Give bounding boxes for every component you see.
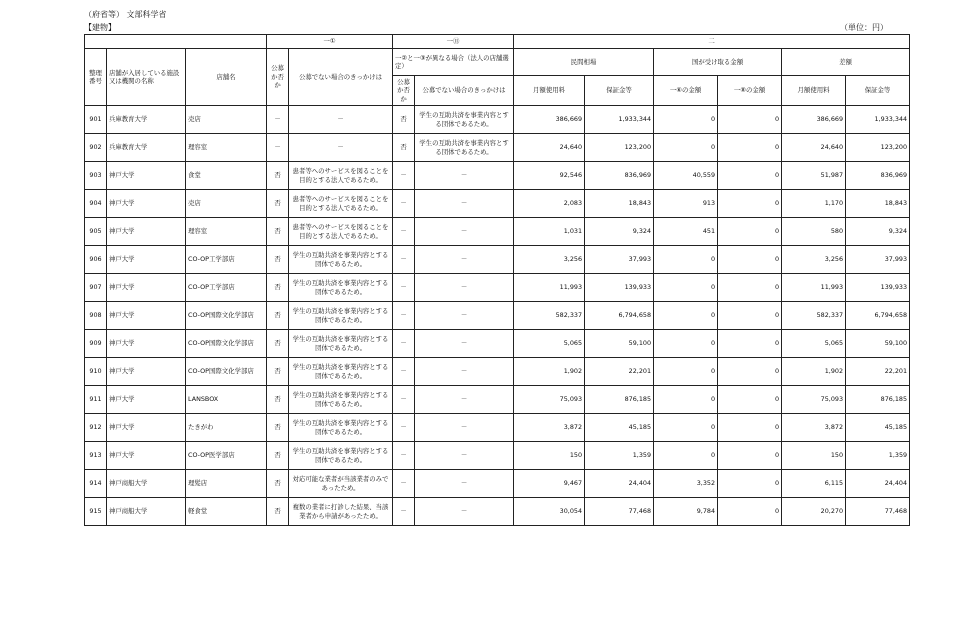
header-public: 公募か否か	[267, 49, 289, 106]
header-diff-deposit: 保証金等	[846, 76, 910, 106]
cell-reason2: －	[415, 190, 514, 218]
cell-no: 905	[85, 218, 107, 246]
ministry-label: （府省等） 文部科学省	[84, 10, 167, 19]
cell-no: 908	[85, 302, 107, 330]
cell-diff-monthly: 75,093	[782, 386, 846, 414]
cell-amount6: 40,559	[654, 162, 718, 190]
cell-market-deposit: 24,404	[585, 470, 654, 498]
header-market-deposit: 保証金等	[585, 76, 654, 106]
cell-amount8: 0	[718, 302, 782, 330]
cell-public2: －	[393, 442, 415, 470]
cell-public2: －	[393, 498, 415, 526]
cell-public2: －	[393, 470, 415, 498]
cell-public: 否	[267, 470, 289, 498]
cell-diff-deposit: 9,324	[846, 218, 910, 246]
cell-diff-monthly: 582,337	[782, 302, 846, 330]
cell-market-deposit: 836,969	[585, 162, 654, 190]
cell-no: 910	[85, 358, 107, 386]
cell-public2: －	[393, 274, 415, 302]
header-group-11: 一⑪	[393, 35, 514, 49]
header-market-monthly: 月額使用料	[514, 76, 585, 106]
cell-public: 否	[267, 330, 289, 358]
cell-reason: 学生の互助共済を事業内容とする団体であるため。	[289, 330, 393, 358]
cell-market-deposit: 22,201	[585, 358, 654, 386]
cell-no: 912	[85, 414, 107, 442]
cell-amount8: 0	[718, 386, 782, 414]
cell-diff-deposit: 37,993	[846, 246, 910, 274]
cell-reason2: －	[415, 274, 514, 302]
cell-public2: －	[393, 358, 415, 386]
cell-no: 911	[85, 386, 107, 414]
cell-no: 906	[85, 246, 107, 274]
cell-diff-deposit: 59,100	[846, 330, 910, 358]
cell-diff-deposit: 22,201	[846, 358, 910, 386]
cell-market-deposit: 123,200	[585, 134, 654, 162]
cell-reason: －	[289, 134, 393, 162]
table-row	[85, 246, 910, 274]
cell-diff-deposit: 18,843	[846, 190, 910, 218]
header-received: 国が受け取る金額	[654, 49, 782, 76]
cell-reason: 学生の互助共済を事業内容とする団体であるため。	[289, 414, 393, 442]
cell-reason: 学生の互助共済を事業内容とする団体であるため。	[289, 246, 393, 274]
header-reason: 公募でない場合のきっかけは	[289, 49, 393, 106]
cell-public: －	[267, 106, 289, 134]
cell-institution: 神戸大学	[107, 442, 186, 470]
cell-amount8: 0	[718, 274, 782, 302]
cell-reason: 学生の互助共済を事業内容とする団体であるため。	[289, 442, 393, 470]
cell-public: 否	[267, 442, 289, 470]
cell-amount6: 9,784	[654, 498, 718, 526]
header-diff-group: 一②と一③が異なる場合（法人の店舗選定）	[393, 49, 514, 76]
cell-public: 否	[267, 414, 289, 442]
cell-amount8: 0	[718, 218, 782, 246]
table-body	[85, 106, 910, 526]
cell-public2: －	[393, 330, 415, 358]
cell-public: 否	[267, 302, 289, 330]
cell-store: CO-OP医学部店	[186, 442, 267, 470]
table-row	[85, 470, 910, 498]
cell-institution: 神戸商船大学	[107, 498, 186, 526]
table-row	[85, 162, 910, 190]
cell-public2: 否	[393, 134, 415, 162]
cell-public2: －	[393, 386, 415, 414]
cell-institution: 神戸大学	[107, 386, 186, 414]
cell-diff-monthly: 6,115	[782, 470, 846, 498]
cell-diff-monthly: 1,902	[782, 358, 846, 386]
cell-public2: －	[393, 190, 415, 218]
cell-no: 914	[85, 470, 107, 498]
cell-institution: 神戸大学	[107, 302, 186, 330]
header-no: 整理番号	[85, 49, 107, 106]
header-g1-spacer	[85, 35, 267, 49]
cell-amount6: 0	[654, 302, 718, 330]
cell-diff-monthly: 3,256	[782, 246, 846, 274]
cell-store: 軽食堂	[186, 498, 267, 526]
table-header	[85, 35, 910, 106]
cell-amount8: 0	[718, 358, 782, 386]
cell-no: 913	[85, 442, 107, 470]
cell-no: 902	[85, 134, 107, 162]
cell-institution: 神戸大学	[107, 330, 186, 358]
cell-market-monthly: 1,031	[514, 218, 585, 246]
header-public2: 公募か否か	[393, 76, 415, 106]
cell-market-monthly: 11,993	[514, 274, 585, 302]
cell-amount8: 0	[718, 134, 782, 162]
cell-institution: 神戸大学	[107, 414, 186, 442]
header-store: 店舗名	[186, 49, 267, 106]
cell-store: 売店	[186, 190, 267, 218]
cell-no: 907	[85, 274, 107, 302]
header-market: 民間相場	[514, 49, 654, 76]
cell-store: 食堂	[186, 162, 267, 190]
cell-store: たきがわ	[186, 414, 267, 442]
cell-public: 否	[267, 162, 289, 190]
cell-public: 否	[267, 386, 289, 414]
cell-reason: 学生の互助共済を事業内容とする団体であるため。	[289, 274, 393, 302]
cell-public2: －	[393, 246, 415, 274]
table-row	[85, 134, 910, 162]
cell-amount8: 0	[718, 246, 782, 274]
cell-market-deposit: 9,324	[585, 218, 654, 246]
cell-institution: 神戸大学	[107, 274, 186, 302]
table-row	[85, 106, 910, 134]
cell-institution: 神戸大学	[107, 358, 186, 386]
cell-store: CO-OP国際文化学部店	[186, 358, 267, 386]
cell-diff-monthly: 3,872	[782, 414, 846, 442]
cell-diff-deposit: 836,969	[846, 162, 910, 190]
cell-diff-deposit: 876,185	[846, 386, 910, 414]
cell-public2: －	[393, 414, 415, 442]
cell-public2: －	[393, 162, 415, 190]
cell-amount6: 0	[654, 274, 718, 302]
table-row	[85, 386, 910, 414]
cell-market-monthly: 24,640	[514, 134, 585, 162]
cell-reason2: －	[415, 218, 514, 246]
cell-no: 909	[85, 330, 107, 358]
cell-market-monthly: 75,093	[514, 386, 585, 414]
cell-store: CO-OP工学部店	[186, 274, 267, 302]
cell-public2: －	[393, 302, 415, 330]
cell-diff-deposit: 77,468	[846, 498, 910, 526]
cell-public: 否	[267, 358, 289, 386]
cell-institution: 神戸大学	[107, 162, 186, 190]
cell-public: 否	[267, 498, 289, 526]
cell-no: 915	[85, 498, 107, 526]
cell-amount8: 0	[718, 498, 782, 526]
cell-diff-deposit: 123,200	[846, 134, 910, 162]
cell-diff-monthly: 1,170	[782, 190, 846, 218]
cell-reason: 患者等へのサービスを図ることを目的とする法人であるため。	[289, 162, 393, 190]
cell-diff-deposit: 1,359	[846, 442, 910, 470]
cell-market-deposit: 139,933	[585, 274, 654, 302]
cell-reason2: －	[415, 498, 514, 526]
table-row	[85, 358, 910, 386]
cell-institution: 神戸商船大学	[107, 470, 186, 498]
cell-public: －	[267, 134, 289, 162]
cell-diff-monthly: 580	[782, 218, 846, 246]
cell-amount8: 0	[718, 442, 782, 470]
cell-reason: 対応可能な業者が当該業者のみであったため。	[289, 470, 393, 498]
cell-reason: 患者等へのサービスを図ることを目的とする法人であるため。	[289, 190, 393, 218]
cell-reason: 学生の互助共済を事業内容とする団体であるため。	[289, 302, 393, 330]
cell-diff-deposit: 24,404	[846, 470, 910, 498]
cell-market-monthly: 3,256	[514, 246, 585, 274]
cell-market-deposit: 6,794,658	[585, 302, 654, 330]
category-label: 【建物】	[84, 23, 116, 32]
cell-market-monthly: 3,872	[514, 414, 585, 442]
table-row	[85, 330, 910, 358]
cell-store: CO-OP工学部店	[186, 246, 267, 274]
cell-store: 理容室	[186, 218, 267, 246]
cell-no: 903	[85, 162, 107, 190]
header-diff-monthly: 月額使用料	[782, 76, 846, 106]
cell-reason2: －	[415, 162, 514, 190]
cell-amount6: 0	[654, 246, 718, 274]
cell-market-monthly: 9,467	[514, 470, 585, 498]
table-row	[85, 414, 910, 442]
cell-amount6: 0	[654, 330, 718, 358]
cell-reason2: －	[415, 302, 514, 330]
cell-amount8: 0	[718, 162, 782, 190]
cell-reason2: －	[415, 470, 514, 498]
cell-public2: 否	[393, 106, 415, 134]
cell-reason: 患者等へのサービスを図ることを目的とする法人であるため。	[289, 218, 393, 246]
header-amount8: 一⑧の金額	[718, 76, 782, 106]
cell-market-deposit: 876,185	[585, 386, 654, 414]
header-reason2: 公募でない場合のきっかけは	[415, 76, 514, 106]
table-row	[85, 218, 910, 246]
cell-amount6: 451	[654, 218, 718, 246]
cell-reason: 学生の互助共済を事業内容とする団体であるため。	[289, 358, 393, 386]
cell-public: 否	[267, 190, 289, 218]
cell-diff-monthly: 51,987	[782, 162, 846, 190]
cell-reason: －	[289, 106, 393, 134]
cell-amount8: 0	[718, 330, 782, 358]
cell-amount8: 0	[718, 190, 782, 218]
cell-amount6: 0	[654, 442, 718, 470]
cell-institution: 神戸大学	[107, 190, 186, 218]
cell-diff-monthly: 150	[782, 442, 846, 470]
cell-no: 901	[85, 106, 107, 134]
cell-diff-monthly: 24,640	[782, 134, 846, 162]
cell-amount8: 0	[718, 414, 782, 442]
table-row	[85, 442, 910, 470]
cell-market-deposit: 1,359	[585, 442, 654, 470]
cell-amount6: 0	[654, 134, 718, 162]
header-amount6: 一⑥の金額	[654, 76, 718, 106]
cell-amount6: 0	[654, 358, 718, 386]
cell-store: 理髪店	[186, 470, 267, 498]
cell-market-monthly: 582,337	[514, 302, 585, 330]
cell-reason2: －	[415, 442, 514, 470]
cell-no: 904	[85, 190, 107, 218]
cell-market-monthly: 5,065	[514, 330, 585, 358]
cell-public: 否	[267, 274, 289, 302]
cell-market-monthly: 1,902	[514, 358, 585, 386]
cell-reason2: －	[415, 386, 514, 414]
cell-market-deposit: 59,100	[585, 330, 654, 358]
rental-table	[84, 34, 910, 526]
cell-public2: －	[393, 218, 415, 246]
cell-reason: 学生の互助共済を事業内容とする団体であるため。	[289, 386, 393, 414]
cell-store: CO-OP国際文化学部店	[186, 330, 267, 358]
cell-market-monthly: 150	[514, 442, 585, 470]
table-row	[85, 498, 910, 526]
unit-label: （単位：円）	[840, 23, 888, 32]
cell-market-deposit: 18,843	[585, 190, 654, 218]
cell-diff-monthly: 20,270	[782, 498, 846, 526]
cell-reason2: －	[415, 330, 514, 358]
cell-market-deposit: 77,468	[585, 498, 654, 526]
cell-amount6: 3,352	[654, 470, 718, 498]
cell-store: 理容室	[186, 134, 267, 162]
cell-store: 売店	[186, 106, 267, 134]
cell-public: 否	[267, 246, 289, 274]
table-row	[85, 274, 910, 302]
cell-institution: 神戸大学	[107, 218, 186, 246]
cell-store: LANSBOX	[186, 386, 267, 414]
cell-reason2: －	[415, 246, 514, 274]
cell-diff-deposit: 6,794,658	[846, 302, 910, 330]
cell-amount8: 0	[718, 470, 782, 498]
cell-amount6: 0	[654, 386, 718, 414]
cell-diff-deposit: 45,185	[846, 414, 910, 442]
cell-reason2: －	[415, 414, 514, 442]
cell-public: 否	[267, 218, 289, 246]
cell-market-deposit: 1,933,344	[585, 106, 654, 134]
cell-market-deposit: 37,993	[585, 246, 654, 274]
cell-reason2: 学生の互助共済を事業内容とする団体であるため。	[415, 106, 514, 134]
cell-institution: 神戸大学	[107, 246, 186, 274]
table-row	[85, 190, 910, 218]
cell-market-monthly: 2,083	[514, 190, 585, 218]
cell-diff-monthly: 11,993	[782, 274, 846, 302]
cell-diff-monthly: 5,065	[782, 330, 846, 358]
cell-amount6: 0	[654, 414, 718, 442]
cell-market-deposit: 45,185	[585, 414, 654, 442]
cell-diff-monthly: 386,669	[782, 106, 846, 134]
table-row	[85, 302, 910, 330]
cell-store: CO-OP国際文化学部店	[186, 302, 267, 330]
cell-amount6: 913	[654, 190, 718, 218]
cell-market-monthly: 92,546	[514, 162, 585, 190]
cell-institution: 兵庫教育大学	[107, 134, 186, 162]
cell-amount6: 0	[654, 106, 718, 134]
header-group-2: 二	[514, 35, 910, 49]
cell-institution: 兵庫教育大学	[107, 106, 186, 134]
cell-reason2: －	[415, 358, 514, 386]
header-difference: 差額	[782, 49, 910, 76]
header-institution: 店舗が入居している施設又は機関の名称	[107, 49, 186, 106]
header-group-1: 一①	[267, 35, 393, 49]
cell-diff-deposit: 139,933	[846, 274, 910, 302]
cell-diff-deposit: 1,933,344	[846, 106, 910, 134]
cell-market-monthly: 386,669	[514, 106, 585, 134]
cell-reason2: 学生の互助共済を事業内容とする団体であるため。	[415, 134, 514, 162]
cell-reason: 複数の業者に打診した結果、当該業者から申請があったため。	[289, 498, 393, 526]
cell-amount8: 0	[718, 106, 782, 134]
cell-market-monthly: 30,054	[514, 498, 585, 526]
